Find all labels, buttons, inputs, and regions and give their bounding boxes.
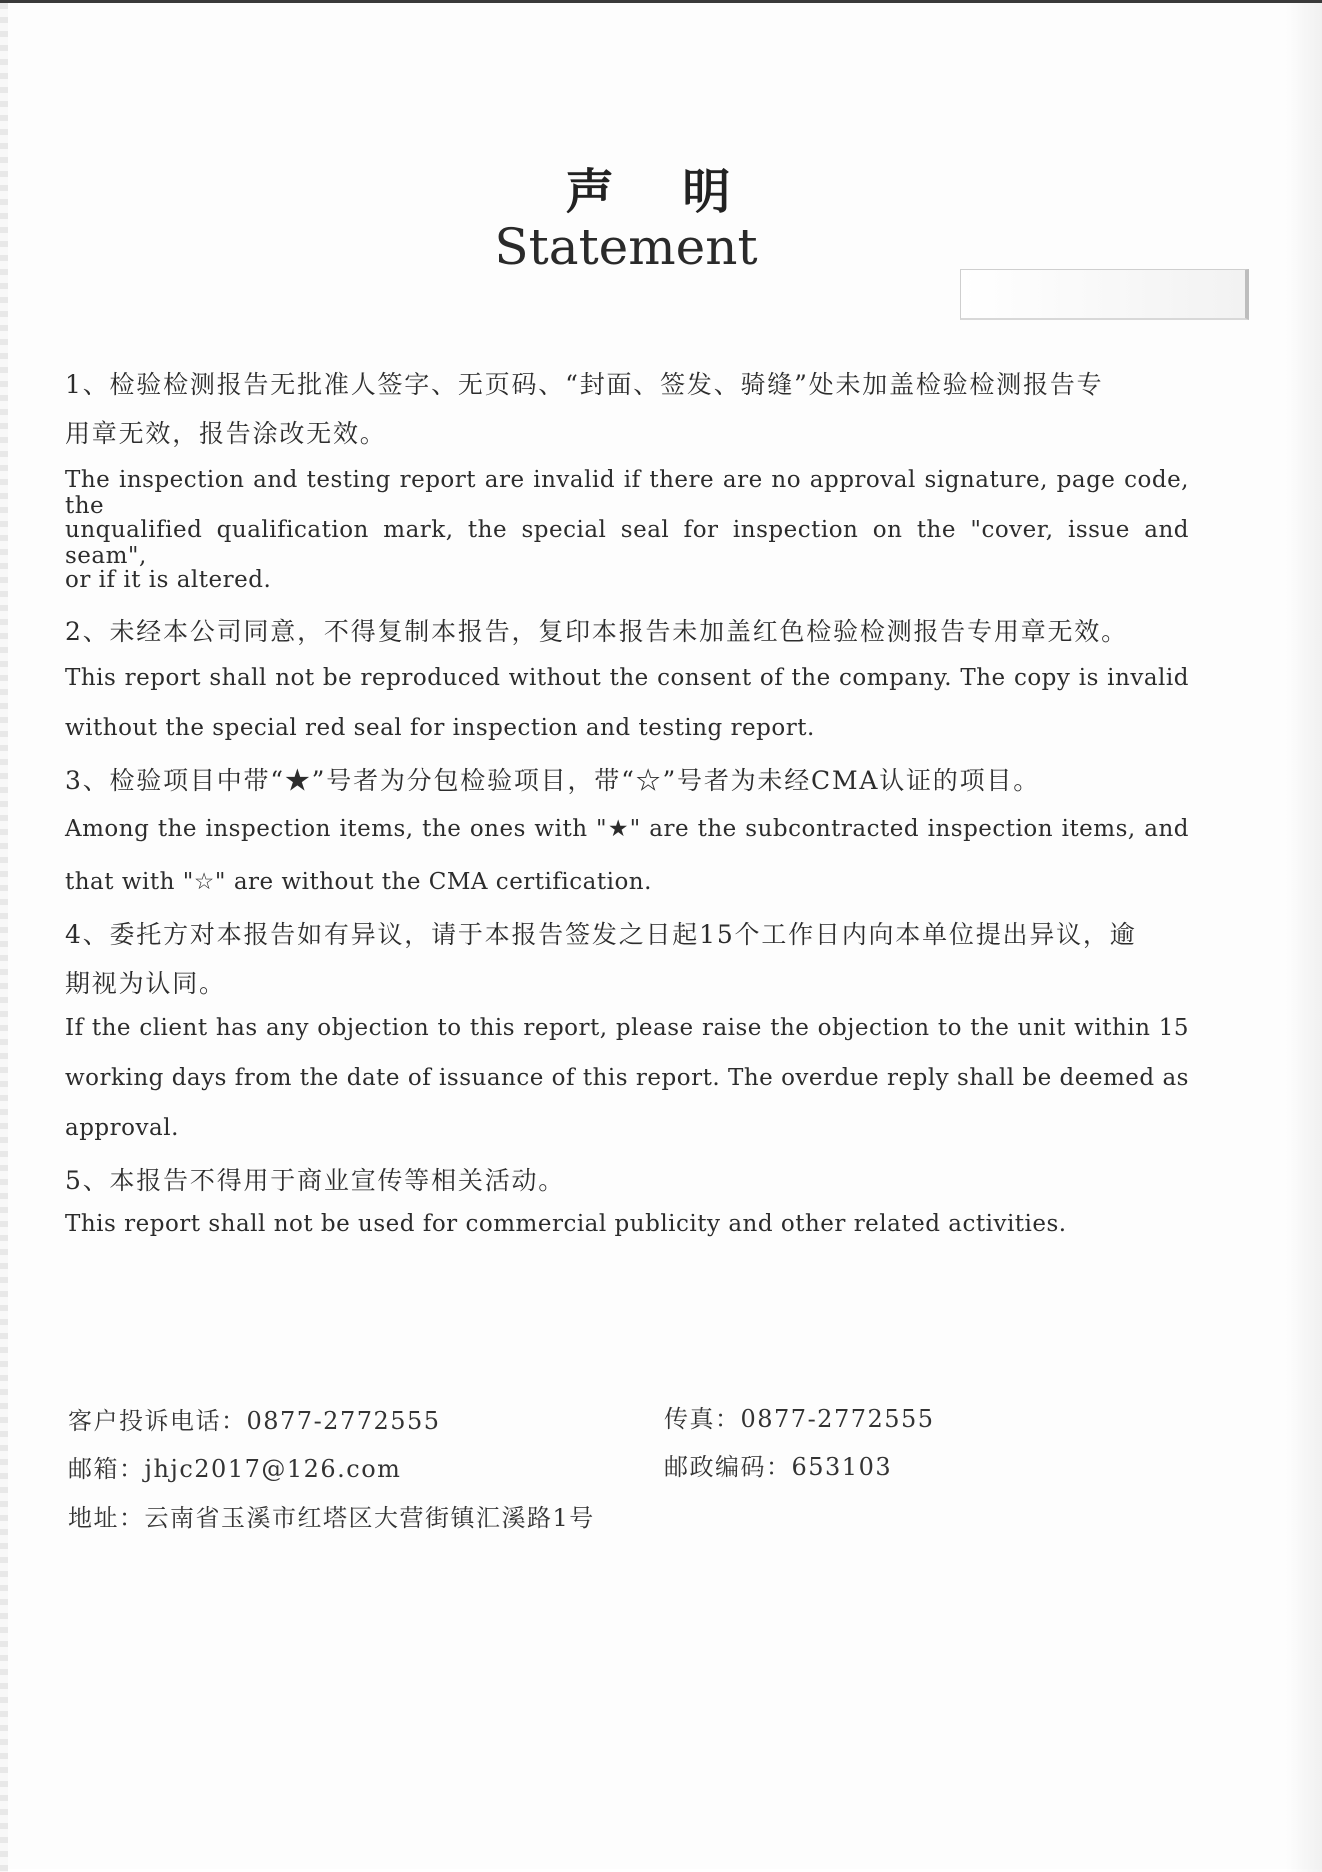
postcode: 邮政编码：653103: [664, 1453, 893, 1481]
scan-shadow: [1286, 3, 1322, 1872]
item-4-chinese-line-1: 4、委托方对本报告如有异议，请于本报告签发之日起15个工作日内向本单位提出异议，逾: [65, 920, 1137, 949]
item-1-english-line-2: unqualified qualification mark, the special seal for inspection on the "cover, issue and seam",: [65, 517, 1189, 569]
item-2-english-line-1: This report shall not be reproduced without the consent of the company. The copy is invalid: [65, 665, 1189, 691]
item-3-chinese-line-1: 3、检验项目中带“★”号者为分包检验项目，带“☆”号者为未经CMA认证的项目。: [65, 766, 1041, 795]
item-4-english-line-1: If the client has any objection to this report, please raise the objection to the unit within 15: [65, 1015, 1189, 1041]
item-1-chinese-line-2: 用章无效，报告涂改无效。: [65, 419, 387, 448]
complaint-phone: 客户投诉电话：0877-2772555: [68, 1407, 441, 1435]
item-1-english-line-3: or if it is altered.: [65, 567, 272, 593]
item-4-chinese-line-2: 期视为认同。: [65, 969, 226, 998]
street-address: 地址：云南省玉溪市红塔区大营街镇汇溪路1号: [68, 1504, 595, 1532]
blank-label-box: [960, 269, 1249, 320]
item-1-english-line-1: The inspection and testing report are invalid if there are no approval signature, page code, the: [65, 467, 1189, 519]
page-title-english: Statement: [494, 218, 758, 276]
fax-number: 传真：0877-2772555: [664, 1405, 935, 1433]
item-4-english-line-3: approval.: [65, 1115, 179, 1141]
item-2-chinese-line-1: 2、未经本公司同意，不得复制本报告，复印本报告未加盖红色检验检测报告专用章无效。: [65, 617, 1128, 646]
item-3-english-line-1: Among the inspection items, the ones with "★" are the subcontracted inspection items, and: [65, 816, 1189, 842]
item-5-chinese-line-1: 5、本报告不得用于商业宣传等相关活动。: [65, 1166, 566, 1195]
item-5-english-line-1: This report shall not be used for commercial publicity and other related activities.: [65, 1211, 1067, 1237]
item-4-english-line-2: working days from the date of issuance of this report. The overdue reply shall be deemed as: [65, 1065, 1189, 1091]
page-title-chinese: 声 明: [565, 164, 757, 220]
binding-edge: [0, 3, 8, 1872]
email-address: 邮箱：jhjc2017@126.com: [68, 1455, 402, 1483]
item-2-english-line-2: without the special red seal for inspection and testing report.: [65, 715, 815, 741]
item-3-english-line-2: that with "☆" are without the CMA certification.: [65, 869, 652, 895]
item-1-chinese-line-1: 1、检验检测报告无批准人签字、无页码、“封面、签发、骑缝”处未加盖检验检测报告专: [65, 370, 1104, 399]
